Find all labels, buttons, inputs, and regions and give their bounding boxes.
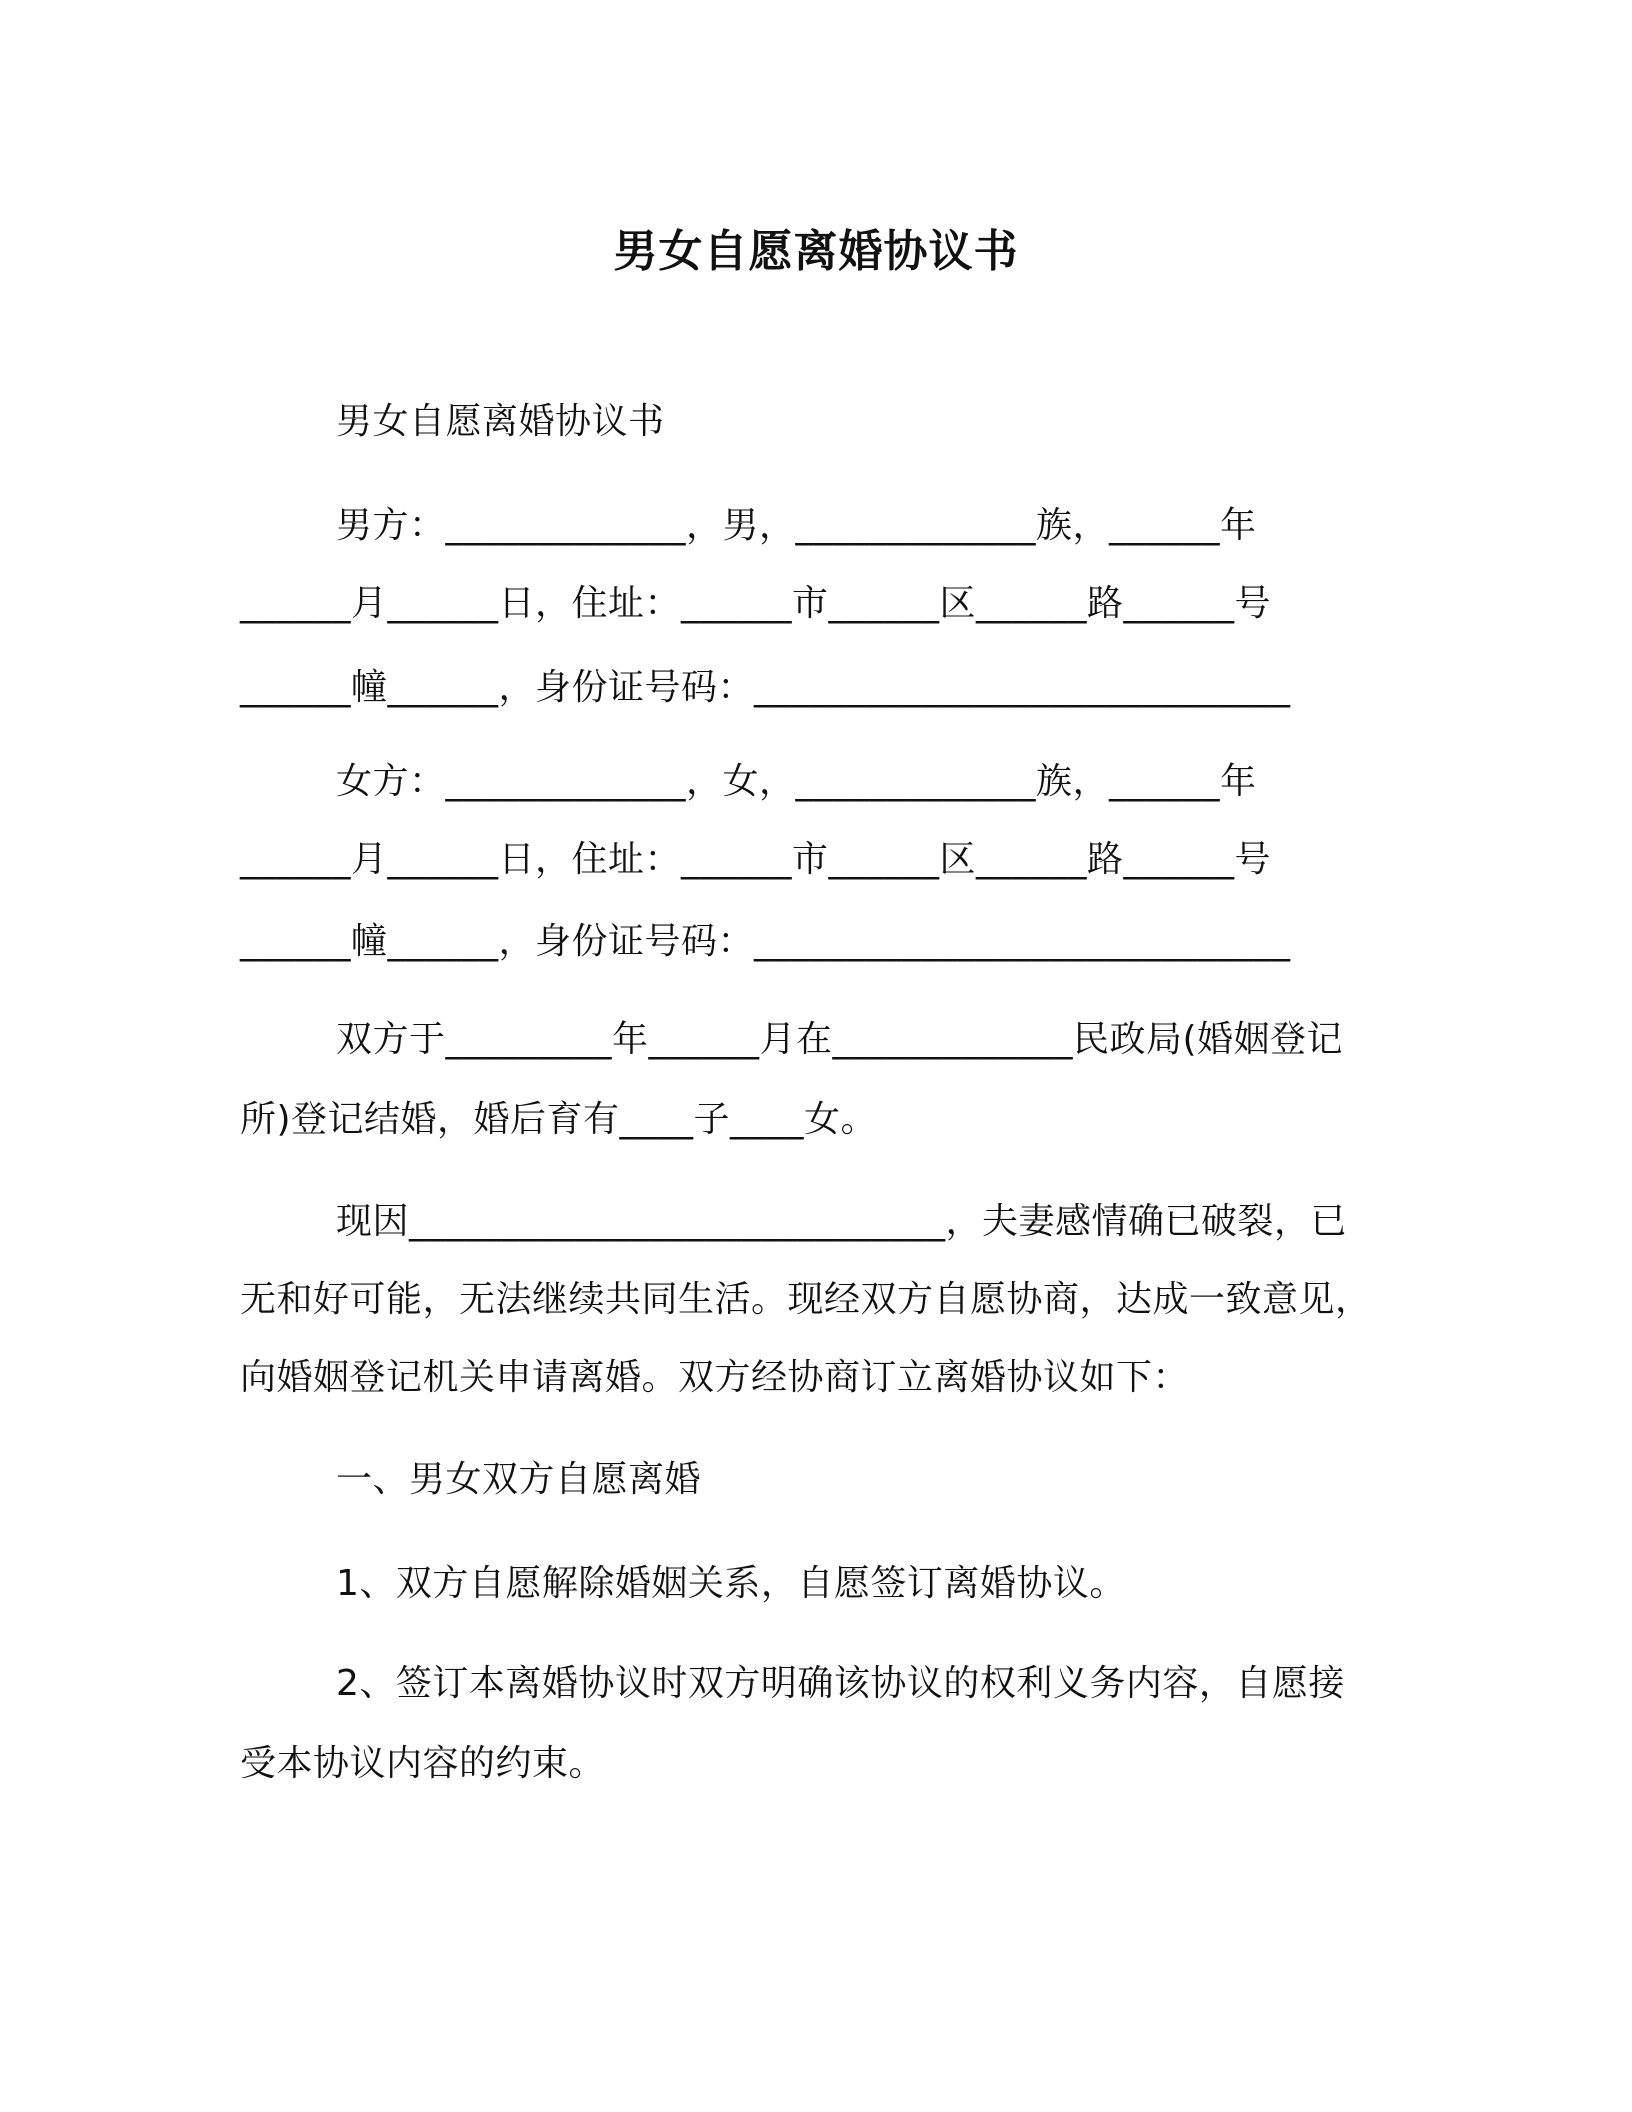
- document-title: 男女自愿离婚协议书: [613, 226, 1019, 277]
- marriage-info-line-1: 双方于_________年______月在_____________民政局(婚姻登记: [336, 1019, 1344, 1060]
- reason-line-2: 无和好可能，无法继续共同生活。现经双方自愿协商，达成一致意见，: [240, 1279, 1372, 1320]
- subtitle-line: 男女自愿离婚协议书: [336, 401, 665, 442]
- section-heading-1: 一、男女双方自愿离婚: [336, 1459, 702, 1500]
- clause-2-line-1: 2、签订本离婚协议时双方明确该协议的权利义务内容，自愿接: [336, 1663, 1345, 1704]
- male-party-line-2: ______月______日，住址：______市______区______路______号: [240, 583, 1272, 624]
- female-party-line-2: ______月______日，住址：______市______区______路______号: [240, 839, 1272, 880]
- clause-2-line-2: 受本协议内容的约束。: [240, 1743, 606, 1784]
- male-party-line-3: ______幢______，身份证号码：_____________________________: [240, 667, 1291, 708]
- reason-line-3: 向婚姻登记机关申请离婚。双方经协商订立离婚协议如下：: [240, 1357, 1190, 1398]
- male-party-line-1: 男方：_____________，男，_____________族，______年: [336, 505, 1257, 546]
- female-party-line-3: ______幢______，身份证号码：_____________________________: [240, 921, 1291, 962]
- clause-1: 1、双方自愿解除婚姻关系，自愿签订离婚协议。: [336, 1563, 1126, 1604]
- marriage-info-line-2: 所)登记结婚，婚后育有____子____女。: [240, 1099, 878, 1140]
- female-party-line-1: 女方：_____________，女，_____________族，______年: [336, 761, 1257, 802]
- reason-line-1: 现因_____________________________，夫妻感情确已破裂，已: [336, 1201, 1348, 1242]
